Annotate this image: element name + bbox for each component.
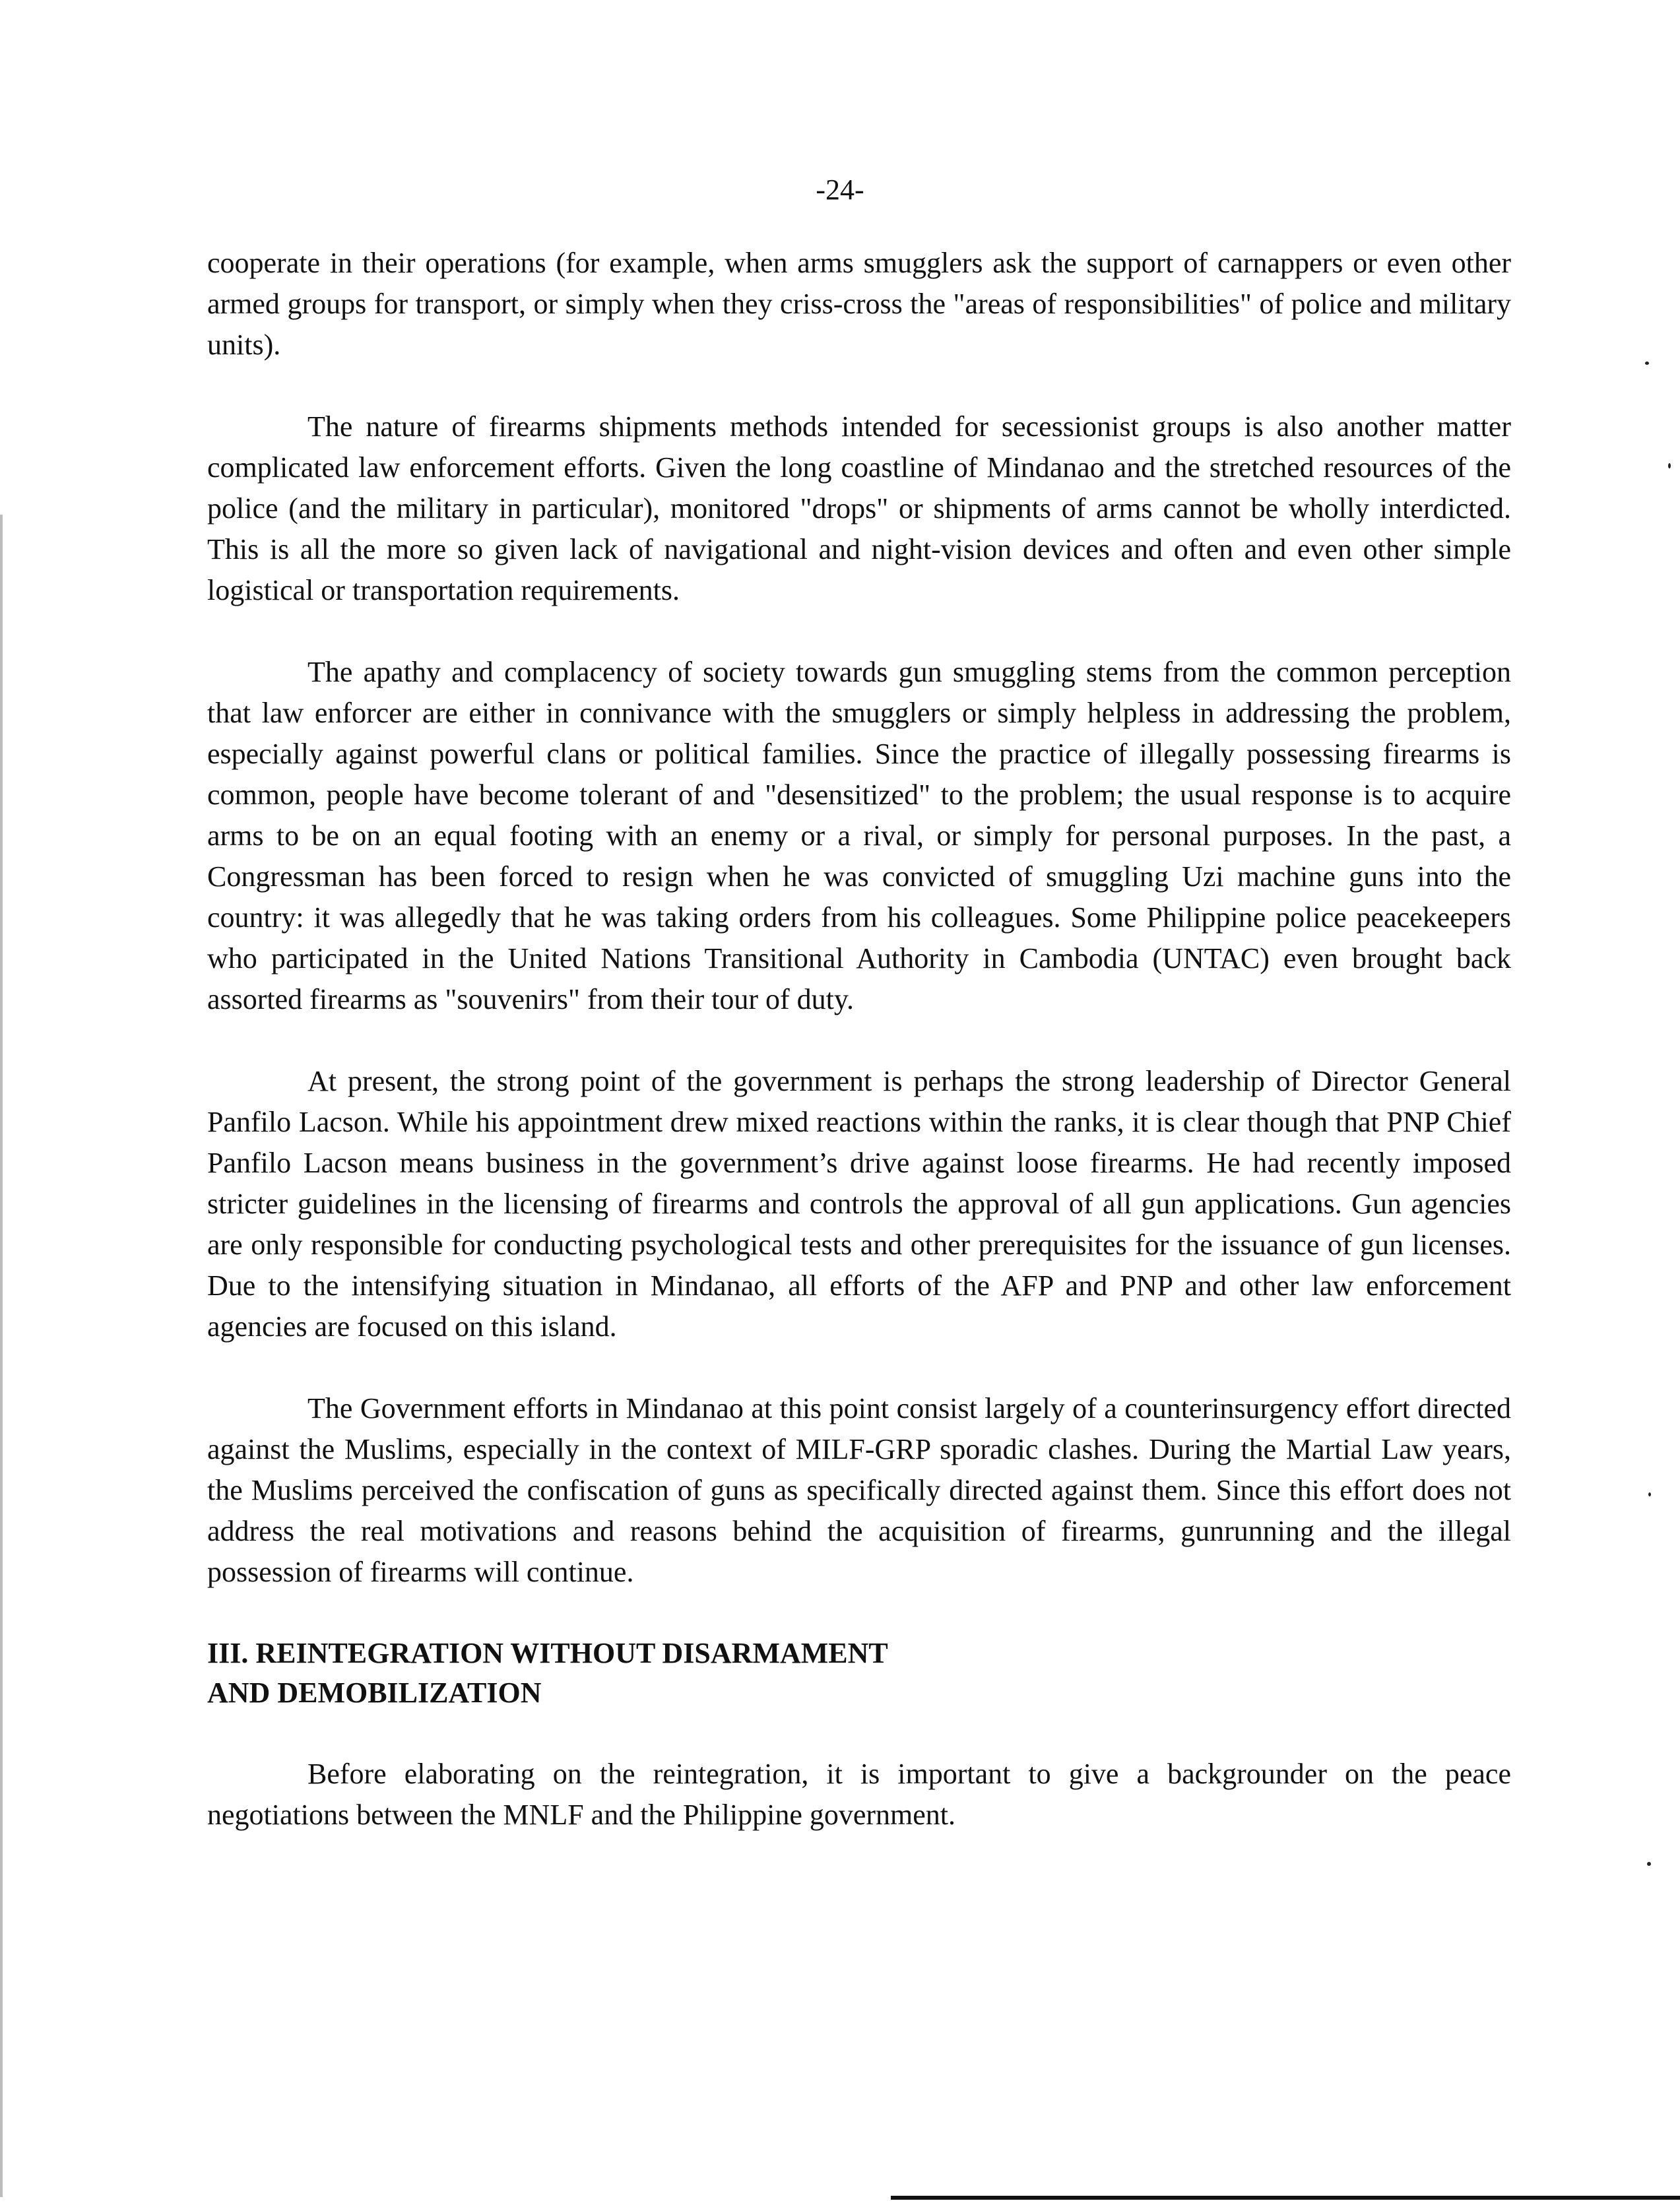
paragraph-government-strong-point: At present, the strong point of the government is perhaps the strong leadership of Director General Panfilo Lacson. While his appointment drew mixed reactions within the ranks, it is clear though that PNP Chief Panfilo Lacson means business in the government’s drive against loose firearms. He had recently imposed stricter guidelines in the licensing of firearms and controls the approval of all gun applications. Gun agencies are only responsible for conducting psychological tests and other prerequisites for the issuance of gun licenses. Due to the intensifying situation in Mindanao, all efforts of the AFP and PNP and other law enforcement agencies are focused on this island. [207, 1065, 1511, 1343]
scan-left-edge-line [0, 515, 3, 2197]
section-heading-line-2: AND DEMOBILIZATION [207, 1677, 542, 1709]
page-number: -24- [816, 174, 864, 206]
paragraph-firearms-shipments: The nature of firearms shipments methods intended for secessionist groups is also another matter complicated law enforcement efforts. Given the long coastline of Mindanao and the stretched resources of the police (and the military in particular), monitored "drops" or shipments of arms cannot be wholly interdicted. This is all the more so given lack of navigational and night-vision devices and often and even other simple logistical or transportation requirements. [207, 410, 1511, 606]
paragraph-continuation: cooperate in their operations (for example, when arms smugglers ask the support of carnappers or even other armed groups for transport, or simply when they criss-cross the "areas of responsibilities" of police and military units). [207, 247, 1511, 361]
scan-speck [1668, 463, 1671, 468]
document-body [207, 243, 1511, 1876]
section-heading [207, 1634, 1065, 1713]
paragraph-reintegration-intro: Before elaborating on the reintegration, it is important to give a backgrounder on the peace negotiations between the MNLF and the Philippine government. [207, 1758, 1511, 1831]
scan-speck [1647, 1862, 1651, 1866]
section-heading-line-1: III. REINTEGRATION WITHOUT DISARMAMENT [207, 1637, 888, 1669]
scan-speck [1645, 362, 1649, 365]
paragraph-apathy-complacency: The apathy and complacency of society towards gun smuggling stems from the common perception that law enforcer are either in connivance with the smugglers or simply helpless in addressing the problem, especially against powerful clans or political families. Since the practice of illegally possessing firearms is common, people have become tolerant of and "desensitized" to the problem; the usual response is to acquire arms to be on an equal footing with an enemy or a rival, or simply for personal purposes. In the past, a Congressman has been forced to resign when he was convicted of smuggling Uzi machine guns into the country: it was allegedly that he was taking orders from his colleagues. Some Philippine police peacekeepers who participated in the United Nations Transitional Authority in Cambodia (UNTAC) even brought back assorted firearms as "souvenirs" from their tour of duty. [207, 656, 1511, 1015]
scan-speck [1648, 1492, 1651, 1496]
scan-bottom-edge-line [891, 2196, 1680, 2200]
paragraph-government-efforts-mindanao: The Government efforts in Mindanao at this point consist largely of a counterinsurgency effort directed against the Muslims, especially in the context of MILF-GRP sporadic clashes. During the Martial Law years, the Muslims perceived the confiscation of guns as specifically directed against them. Since this effort does not address the real motivations and reasons behind the acquisition of firearms, gunrunning and the illegal possession of firearms will continue. [207, 1392, 1511, 1588]
